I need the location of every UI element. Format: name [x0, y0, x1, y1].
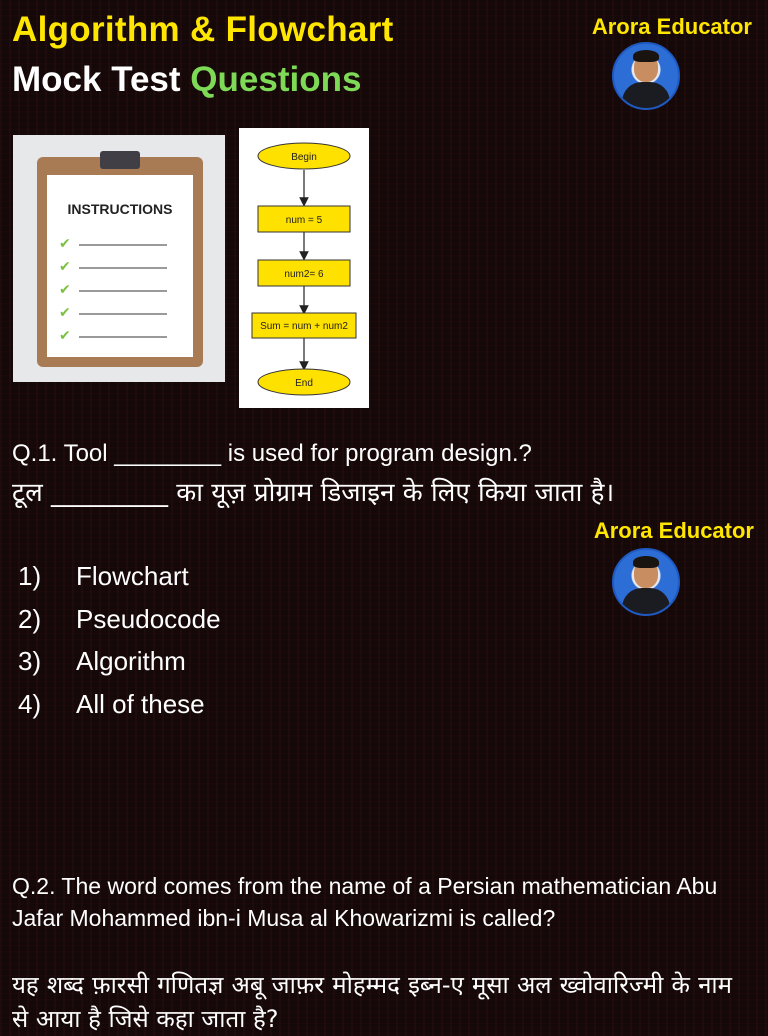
checklist-row: [59, 235, 179, 251]
flow-label: End: [295, 378, 313, 389]
clipboard-paper: [47, 175, 193, 357]
option-item: [18, 643, 221, 686]
checklist-row: [59, 258, 179, 274]
brand-name: Arora Educator: [591, 14, 752, 39]
option-text: All of these: [76, 688, 205, 719]
question-2-english: Q.2. The word comes from the name of a Persian mathematician Abu Jafar Mohammed ibn-i Musa al Khowarizmi is called?: [12, 873, 718, 931]
clipboard-board: [37, 157, 203, 367]
subtitle-white: Mock Test: [12, 60, 181, 99]
option-text: Pseudocode: [76, 603, 221, 634]
clipboard-clip-icon: [100, 151, 140, 169]
check-icon: ✔: [59, 327, 71, 343]
option-number: 3): [18, 646, 42, 676]
check-icon: ✔: [59, 281, 71, 297]
checklist-row: [59, 304, 179, 320]
flow-label: Sum = num + num2: [260, 321, 348, 332]
check-icon: ✔: [59, 304, 71, 320]
subtitle-green: Questions: [190, 60, 362, 99]
avatar: [612, 548, 680, 616]
check-icon: ✔: [59, 235, 71, 251]
option-number: 4): [18, 688, 42, 719]
instructions-heading: INSTRUCTIONS: [67, 201, 173, 217]
flow-label: num2= 6: [284, 269, 324, 280]
option-item: [18, 601, 221, 644]
flowchart-diagram: [239, 128, 369, 408]
question-2-hindi: यह शब्द फ़ारसी गणितज्ञ अबू जाफ़र मोहम्मद इब्न-ए मूसा अल ख्वोवारिज्मी के नाम से आया है जिसे कहा जाता है?: [12, 971, 732, 1033]
checklist-row: [59, 281, 179, 297]
option-item: [18, 558, 221, 601]
question-1-options: [18, 558, 221, 728]
flow-label: num = 5: [285, 215, 323, 226]
option-number: 1): [18, 561, 42, 591]
question-1-english: Q.1. Tool ________ is used for program design.?: [12, 440, 532, 467]
avatar: [612, 42, 680, 110]
check-icon: ✔: [59, 258, 71, 274]
flowchart-image: [239, 128, 369, 408]
brand-name: Arora Educator: [593, 518, 754, 543]
question-1-hindi: टूल _________ का यूज़ प्रोग्राम डिजाइन के लिए किया जाता है।: [12, 478, 615, 508]
option-text: Algorithm: [76, 646, 186, 676]
page-subtitle: [12, 60, 361, 100]
instructions-clipboard-image: [13, 135, 225, 382]
option-text: Flowchart: [76, 561, 189, 591]
page-title: Algorithm & Flowchart: [12, 10, 394, 49]
option-number: 2): [18, 603, 42, 634]
flow-label: Begin: [291, 152, 317, 163]
checklist-row: [59, 327, 179, 343]
option-item: [18, 686, 221, 729]
